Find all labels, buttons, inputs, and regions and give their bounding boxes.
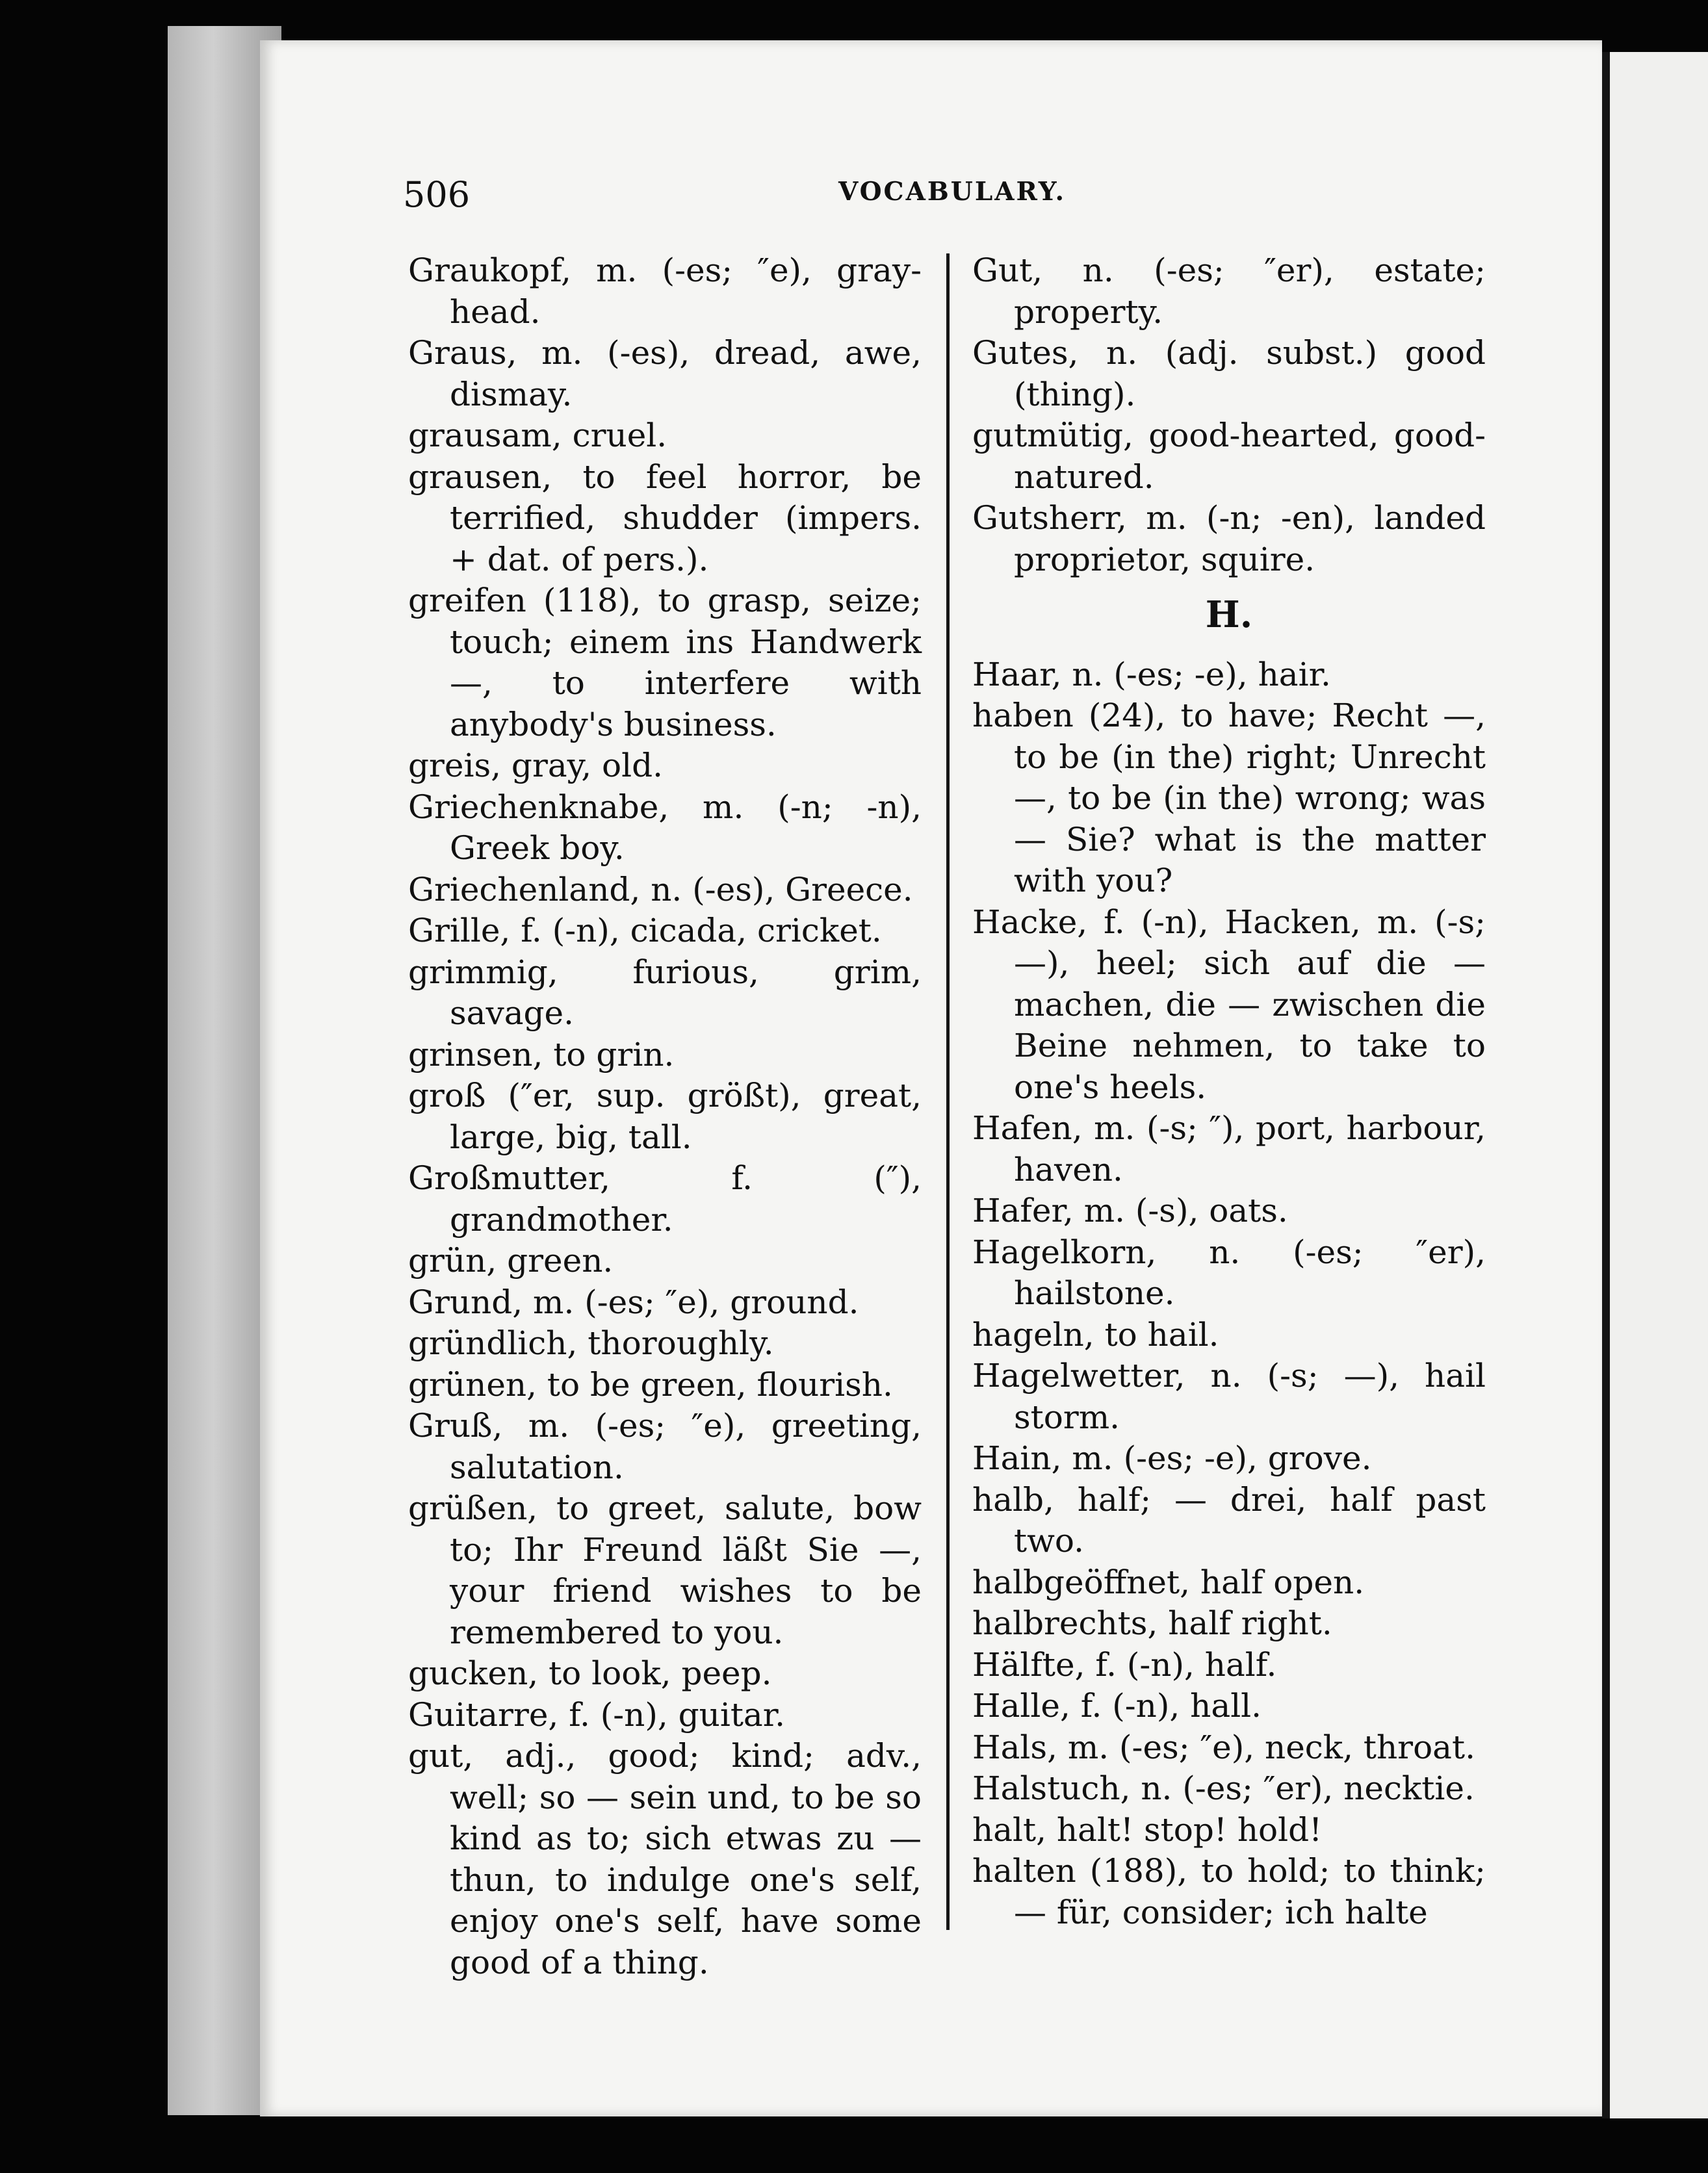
entry-gut-adj: gut, adj., good; kind; adv., well; so — sein und, to be so kind as to; sich etwas zu — thun, to indulge one's self, enjoy one's self, have some good of a thing. (408, 1737, 922, 1981)
entry-hals: Hals, m. (-es; ″e), neck, throat. (972, 1728, 1475, 1766)
entry-haar: Haar, n. (-es; -e), hair. (972, 655, 1331, 693)
entry-halbrechts: halbrechts, half right. (972, 1604, 1332, 1642)
entry-grinsen: grinsen, to grin. (408, 1035, 675, 1074)
entry-halbgeoeffnet: halbgeöffnet, half open. (972, 1563, 1365, 1601)
running-title: VOCABULARY. (838, 177, 1067, 207)
entry-grimmig: grimmig, furious, grim, savage. (408, 953, 922, 1032)
entry-gross: groß (″er, sup. größt), great, large, big, tall. (408, 1077, 922, 1156)
entry-halt: halt, halt! stop! hold! (972, 1810, 1323, 1849)
entry-gut-noun: Gut, n. (-es; ″er), estate; property. (972, 251, 1486, 331)
entry-gutmuetig: gutmütig, good-hearted, good-natured. (972, 417, 1486, 496)
entry-griechenknabe: Griechenknabe, m. (-n; -n), Greek boy. (408, 788, 922, 867)
entry-hafen: Hafen, m. (-s; ″), port, harbour, haven. (972, 1109, 1486, 1189)
entry-greifen: greifen (118), to grasp, seize; touch; einem ins Handwerk —, to interfere with anybody's business. (408, 582, 922, 743)
entry-graukopf: Graukopf, m. (-es; ″e), gray-head. (408, 251, 922, 331)
entry-griechenland: Griechenland, n. (-es), Greece. (408, 870, 913, 908)
entry-gruessen: grüßen, to greet, salute, bow to; Ihr Freund läßt Sie —, your friend wishes to be remembered to you. (408, 1489, 922, 1651)
entry-gutes: Gutes, n. (adj. subst.) good (thing). (972, 334, 1486, 413)
entry-hacke: Hacke, f. (-n), Hacken, m. (-s; —), heel; sich auf die — machen, die — zwischen die Beine nehmen, to take to one's heels. (972, 903, 1486, 1106)
entry-halten: halten (188), to hold; to think; — für, consider; ich halte (972, 1852, 1486, 1931)
entry-gruendlich: gründlich, thoroughly. (408, 1324, 774, 1362)
entry-hagelkorn: Hagelkorn, n. (-es; ″er), hailstone. (972, 1233, 1486, 1312)
entry-haben: haben (24), to have; Recht —, to be (in the) right; Unrecht —, to be (in the) wrong; was — Sie? what is the matter with you? (972, 697, 1486, 899)
entry-gruss: Gruß, m. (-es; ″e), greeting, salutation. (408, 1407, 922, 1486)
entry-greis: greis, gray, old. (408, 747, 664, 784)
entry-haelfte: Hälfte, f. (-n), half. (972, 1645, 1277, 1684)
facing-page-edge (1602, 52, 1708, 2118)
entry-halb: halb, half; — drei, half past two. (972, 1480, 1486, 1560)
right-column (972, 250, 1486, 1933)
entry-guitarre: Guitarre, f. (-n), guitar. (408, 1695, 786, 1734)
entry-gutsherr: Gutsherr, m. (-n; -en), landed proprietor, squire. (972, 499, 1486, 578)
entry-hageln: hageln, to hail. (972, 1315, 1219, 1354)
entry-gruen: grün, green. (408, 1242, 614, 1279)
entry-halstuch: Halstuch, n. (-es; ″er), necktie. (972, 1769, 1475, 1807)
entry-grille: Grille, f. (-n), cicada, cricket. (408, 912, 882, 949)
entry-grausam: grausam, cruel. (408, 417, 667, 454)
left-column (408, 250, 922, 1983)
page-number: 506 (403, 174, 471, 215)
column-divider (946, 253, 950, 1930)
entry-grund: Grund, m. (-es; ″e), ground. (408, 1283, 859, 1321)
section-letter-h: H. (1205, 593, 1253, 636)
entry-halle: Halle, f. (-n), hall. (972, 1687, 1262, 1725)
entry-gruenen: grünen, to be green, flourish. (408, 1365, 893, 1404)
entry-gucken: gucken, to look, peep. (408, 1654, 772, 1692)
entry-graus: Graus, m. (-es), dread, awe, dismay. (408, 334, 922, 413)
entry-hain: Hain, m. (-es; -e), grove. (972, 1439, 1372, 1477)
entry-hagelwetter: Hagelwetter, n. (-s; —), hail storm. (972, 1357, 1486, 1436)
entry-hafer: Hafer, m. (-s), oats. (972, 1192, 1288, 1229)
entry-grossmutter: Großmutter, f. (″), grandmother. (408, 1159, 922, 1239)
entry-grausen: grausen, to feel horror, be terrified, shudder (impers. + dat. of pers.). (408, 457, 922, 578)
